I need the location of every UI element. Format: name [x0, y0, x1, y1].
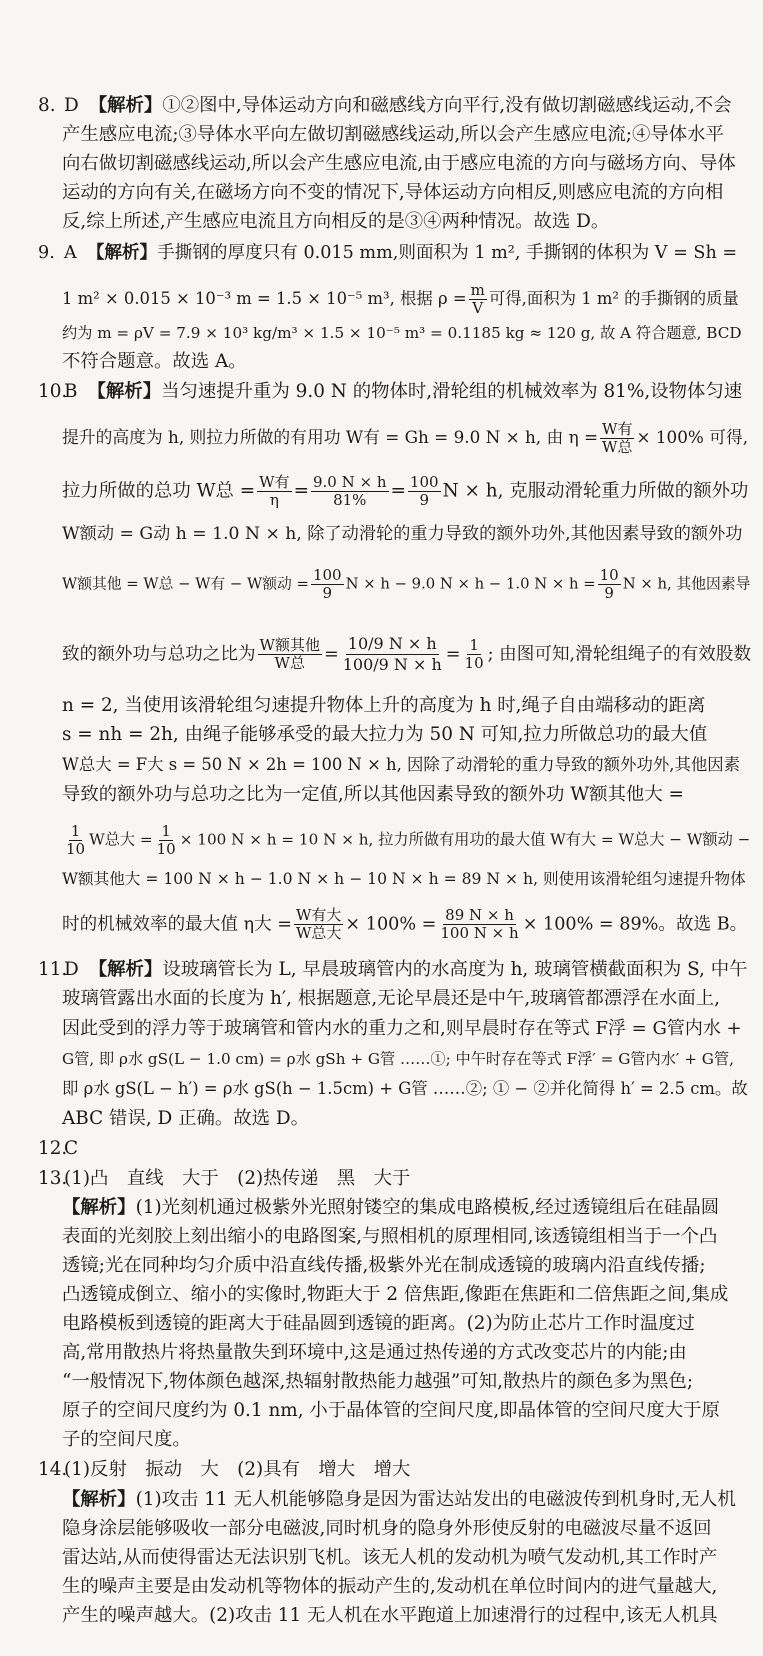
- fraction: $\frac{1}{10}$: [464, 636, 484, 672]
- q13-line-6: 高,常用散热片将热量散失到环境中,这是通过热传递的方式改变芯片的内能;由: [62, 1342, 687, 1363]
- q10-line-2: 提升的高度为 h, 则拉力所做的有用功 W有 = Gh = 9.0 N × h, 由 η = $\frac{\text{W有}}{\text{W总}}$ × 100% 可得,: [62, 420, 749, 456]
- fraction: $\frac{1}{10}$: [156, 822, 176, 858]
- q10-line-4: W额动 = G动 h = 1.0 N × h, 除了动滑轮的重力导致的额外功外,其他因素导致的额外功: [62, 524, 743, 544]
- q13-line-1: 【解析】(1)光刻机通过极紫外光照射镂空的集成电路模板,经过透镜组后在硅晶圆: [62, 1197, 720, 1218]
- q14-line-4: 生的噪声主要是由发动机等物体的振动产生的,发动机在单位时间内的进气量越大,: [62, 1576, 718, 1597]
- q10-line-9: W总大 = F大 s = 50 N × 2h = 100 N × h, 因除了动滑轮的重力导致的额外功外,其他因素: [62, 755, 741, 774]
- q11-line-5: 即 ρ水 gS(L − h′) = ρ水 gS(h − 1.5cm) + G管 ……②; ① − ②并化简得 h′ = 2.5 cm。故: [62, 1079, 748, 1098]
- q9-line-1: 9. A 【解析】手撕钢的厚度只有 0.015 mm,则面积为 1 m², 手撕钢的体积为 V = Sh =: [38, 242, 738, 263]
- q9-line-2: 1 m² × 0.015 × 10⁻³ m = 1.5 × 10⁻⁵ m³, 根据 ρ = $\frac{m}{V}$ 可得,面积为 1 m² 的手撕钢的质量: [62, 281, 739, 317]
- q10-line-10: 导致的额外功与总功之比为一定值,所以其他因素导致的额外功 W额其他大 =: [62, 784, 684, 805]
- fraction: $\frac{\text{W有大}}{\text{W总大}}$: [296, 906, 342, 942]
- fraction: $\frac{10}{9}$: [599, 566, 619, 602]
- fraction: $\frac{1}{10}$: [66, 822, 86, 858]
- fraction: $\frac{89 N \times h}{100 N \times h}$: [440, 906, 519, 942]
- q13-line-8: 原子的空间尺度约为 0.1 nm, 小于晶体管的空间尺度,即晶体管的空间尺度大于原: [62, 1400, 720, 1421]
- q10-line-7: n = 2, 当使用该滑轮组匀速提升物体上升的高度为 h 时,绳子自由端移动的距离: [62, 695, 706, 716]
- q13-line-7: “一般情况下,物体颜色越深,热辐射散热能力越强”可知,散热片的颜色多为黑色;: [62, 1371, 694, 1392]
- density-fraction: $\frac{m}{V}$: [470, 281, 485, 317]
- q13-answer-line: 13.(1)凸 直线 大于 (2)热传递 黑 大于: [38, 1168, 411, 1189]
- q8-line-3: 向右做切割磁感线运动,所以会产生感应电流,由于感应电流的方向与磁场方向、导体: [62, 153, 736, 174]
- q10-line-11: $\frac{1}{10}$ W总大 = $\frac{1}{10}$ × 100 N × h = 10 N × h, 拉力所做有用功的最大值 W有大 = W总大 − W额动 −: [66, 822, 751, 858]
- q13-line-4: 凸透镜成倒立、缩小的实像时,物距大于 2 倍焦距,像距在焦距和二倍焦距之间,集成: [62, 1284, 729, 1305]
- question-12: 12.C: [38, 1138, 79, 1159]
- q10-line-8: s = nh = 2h, 由绳子能够承受的最大拉力为 50 N 可知,拉力所做总功的最大值: [62, 724, 708, 745]
- q10-line-12: W额其他大 = 100 N × h − 1.0 N × h − 10 N × h = 89 N × h, 则使用该滑轮组匀速提升物体: [62, 870, 746, 888]
- q10-line-1: 10.B 【解析】当匀速提升重为 9.0 N 的物体时,滑轮组的机械效率为 81%,设物体匀速: [38, 381, 743, 402]
- q14-line-2: 隐身涂层能够吸收一部分电磁波,同时机身的隐身外形使反射的电磁波尽量不返回: [62, 1518, 712, 1539]
- fraction: $\frac{100}{9}$: [312, 566, 342, 602]
- q13-line-3: 透镜;光在同种均匀介质中沿直线传播,极紫外光在制成透镜的玻璃内沿直线传播;: [62, 1255, 706, 1276]
- q14-answer-line: 14.(1)反射 振动 大 (2)具有 增大 增大: [38, 1459, 411, 1480]
- q10-line-5: W额其他 = W总 − W有 − W额动 = $\frac{100}{9}$ N × h − 9.0 N × h − 1.0 N × h = $\frac{10}{9}$ N × h, 其他因素导: [62, 566, 751, 602]
- q11-line-6: ABC 错误, D 正确。故选 D。: [62, 1108, 310, 1129]
- q13-line-2: 表面的光刻胶上刻出缩小的电路图案,与照相机的原理相同,该透镜组相当于一个凸: [62, 1226, 718, 1247]
- q10-line-6: 致的额外功与总功之比为 $\frac{\text{W额其他}}{\text{W总}}$ = $\frac{10/9 N \times h}{100/9 N \times h}$ = $\frac{1}{10}$ ; 由图可知,滑轮组绳子的有效股数: [62, 634, 752, 674]
- q8-line-4: 运动的方向有关,在磁场方向不变的情况下,导体运动方向相反,则感应电流的方向相: [62, 182, 724, 203]
- q11-line-1: 11.D 【解析】设玻璃管长为 L, 早晨玻璃管内的水高度为 h, 玻璃管横截面积为 S, 中午: [38, 959, 748, 980]
- q14-line-5: 产生的噪声越大。(2)攻击 11 无人机在水平跑道上加速滑行的过程中,该无人机具: [62, 1605, 718, 1626]
- q9-line-3: 约为 m = ρV = 7.9 × 10³ kg/m³ × 1.5 × 10⁻⁵ m³ = 0.1185 kg ≈ 120 g, 故 A 符合题意, BCD: [62, 324, 742, 342]
- q10-line-3: 拉力所做的总功 W总 = $\frac{\text{W有}}{\eta}$ = $\frac{9.0 N \times h}{81\%}$ = $\frac{100}{9}$ N × h, 克服动滑轮重力所做的额外功: [62, 473, 749, 509]
- q13-line-9: 子的空间尺度。: [62, 1429, 191, 1450]
- q13-line-5: 电路模板到透镜的距离大于硅晶圆到透镜的距离。(2)为防止芯片工作时温度过: [62, 1313, 695, 1334]
- compound-fraction: $\frac{10/9 N \times h}{100/9 N \times h}$: [342, 634, 442, 674]
- fraction: $\frac{100}{9}$: [409, 473, 439, 509]
- q11-line-2: 玻璃管露出水面的长度为 h′, 根据题意,无论早晨还是中午,玻璃管都漂浮在水面上,: [62, 988, 720, 1009]
- q11-line-3: 因此受到的浮力等于玻璃管和管内水的重力之和,则早晨时存在等式 F浮 = G管内水 +: [62, 1018, 742, 1039]
- q8-line-2: 产生感应电流;③导体水平向左做切割磁感线运动,所以会产生感应电流;④导体水平: [62, 124, 724, 145]
- q10-line-13: 时的机械效率的最大值 η大 = $\frac{\text{W有大}}{\text{W总大}}$ × 100% = $\frac{89 N \times h}{100 N \times h}$ × 100% = 89%。故选 B。: [62, 906, 748, 942]
- q9-line-4: 不符合题意。故选 A。: [62, 351, 247, 372]
- q14-line-3: 雷达站,从而使得雷达无法识别飞机。该无人机的发动机为喷气发动机,其工作时产: [62, 1547, 718, 1568]
- efficiency-fraction: $\frac{\text{W有}}{\text{W总}}$: [602, 420, 633, 456]
- q8-line-1: 8. D 【解析】①②图中,导体运动方向和磁感线方向平行,没有做切割磁感线运动,不会: [38, 95, 732, 116]
- fraction: $\frac{\text{W有}}{\eta}$: [259, 473, 290, 509]
- q11-line-4: G管, 即 ρ水 gS(L − 1.0 cm) = ρ水 gSh + G管 ……①; 中午时存在等式 F浮′ = G管内水′ + G管,: [62, 1050, 734, 1068]
- q14-line-1: 【解析】(1)攻击 11 无人机能够隐身是因为雷达站发出的电磁波传到机身时,无人机: [62, 1489, 736, 1510]
- fraction: $\frac{\text{W额其他}}{\text{W总}}$: [259, 636, 320, 672]
- fraction: $\frac{9.0 N \times h}{81\%}$: [312, 473, 387, 509]
- q8-line-5: 反,综上所述,产生感应电流且方向相反的是③④两种情况。故选 D。: [62, 211, 610, 232]
